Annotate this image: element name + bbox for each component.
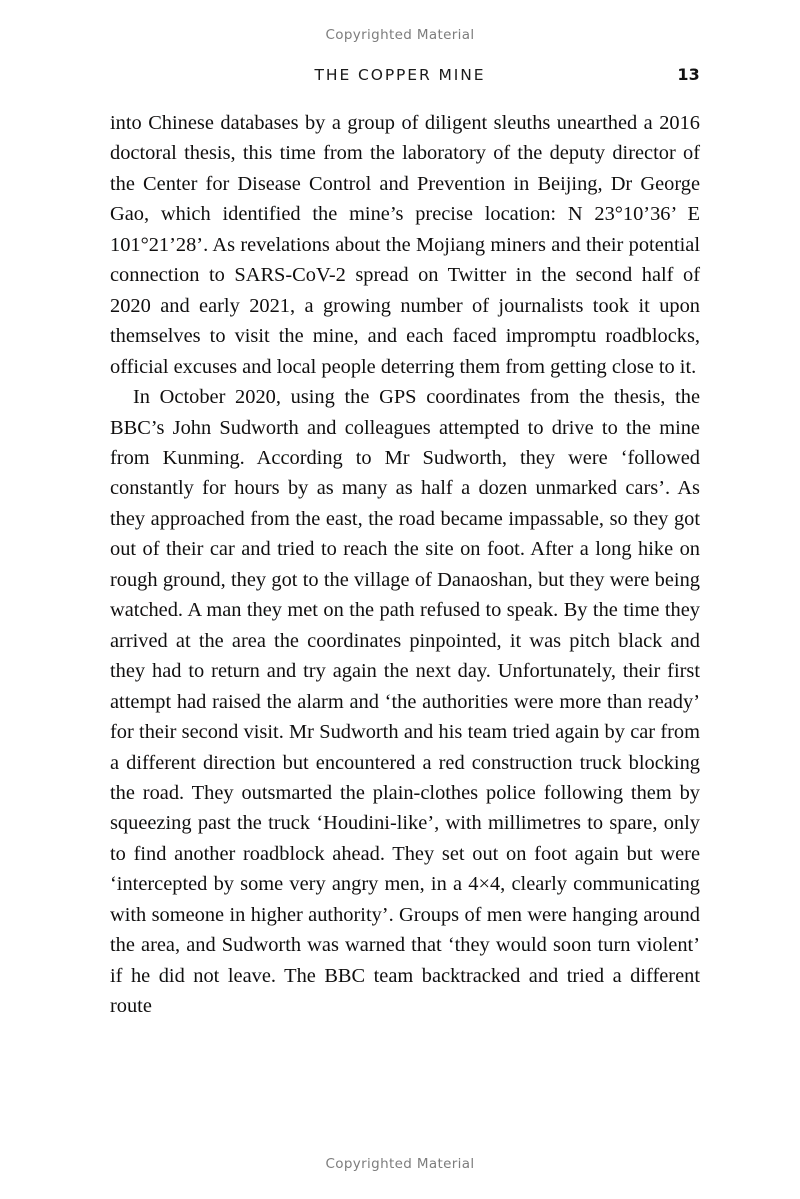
body-paragraph-continuation: into Chinese databases by a group of diligent sleuths unearthed a 2016 doctoral thesis, this time from the laboratory of the deputy director of the Center for Disease Control and Prevention in Beijing, Dr George Gao, which identified the mine’s precise location: N 23°10’36’ E 101°21’28’. As revelations about the Mojiang miners and their potential connection to SARS-CoV-2 spread on Twitter in the second half of 2020 and early 2021, a growing number of journalists took it upon themselves to visit the mine, and each faced impromptu roadblocks, official excuses and local people deterring them from getting close to it. — [110, 112, 700, 378]
copyright-watermark-bottom: Copyrighted Material — [325, 1156, 475, 1172]
body-text-block — [110, 108, 700, 1022]
body-paragraph: In October 2020, using the GPS coordinates from the thesis, the BBC’s John Sudworth and colleagues attempted to drive to the mine from Kunming. According to Mr Sudworth, they were ‘followed constantly for hours by as many as half a dozen unmarked cars’. As they approached from the east, the road became impassable, so they got out of their car and tried to reach the site on foot. After a long hike on rough ground, they got to the village of Danaoshan, but they were being watched. A man they met on the path refused to speak. By the time they arrived at the area the coordinates pinpointed, it was pitch black and they had to return and try again the next day. Unfortunately, their first attempt had raised the alarm and ‘the authorities were more than ready’ for their second visit. Mr Sudworth and his team tried again by car from a different direction but encountered a red construction truck blocking the road. They outsmarted the plain-clothes police following them by squeezing past the truck ‘Houdini-like’, with millimetres to spare, only to find another roadblock ahead. They set out on foot again but were ‘intercepted by some very angry men, in a 4×4, clearly communicating with someone in higher authority’. Groups of men were hanging around the area, and Sudworth was warned that ‘they would soon turn violent’ if he did not leave. The BBC team backtracked and tried a different route — [110, 386, 700, 1018]
running-head — [0, 66, 800, 88]
page-number: 13 — [677, 65, 700, 84]
running-head-chapter-title: THE COPPER MINE — [314, 66, 486, 84]
copyright-watermark-top: Copyrighted Material — [325, 27, 475, 43]
